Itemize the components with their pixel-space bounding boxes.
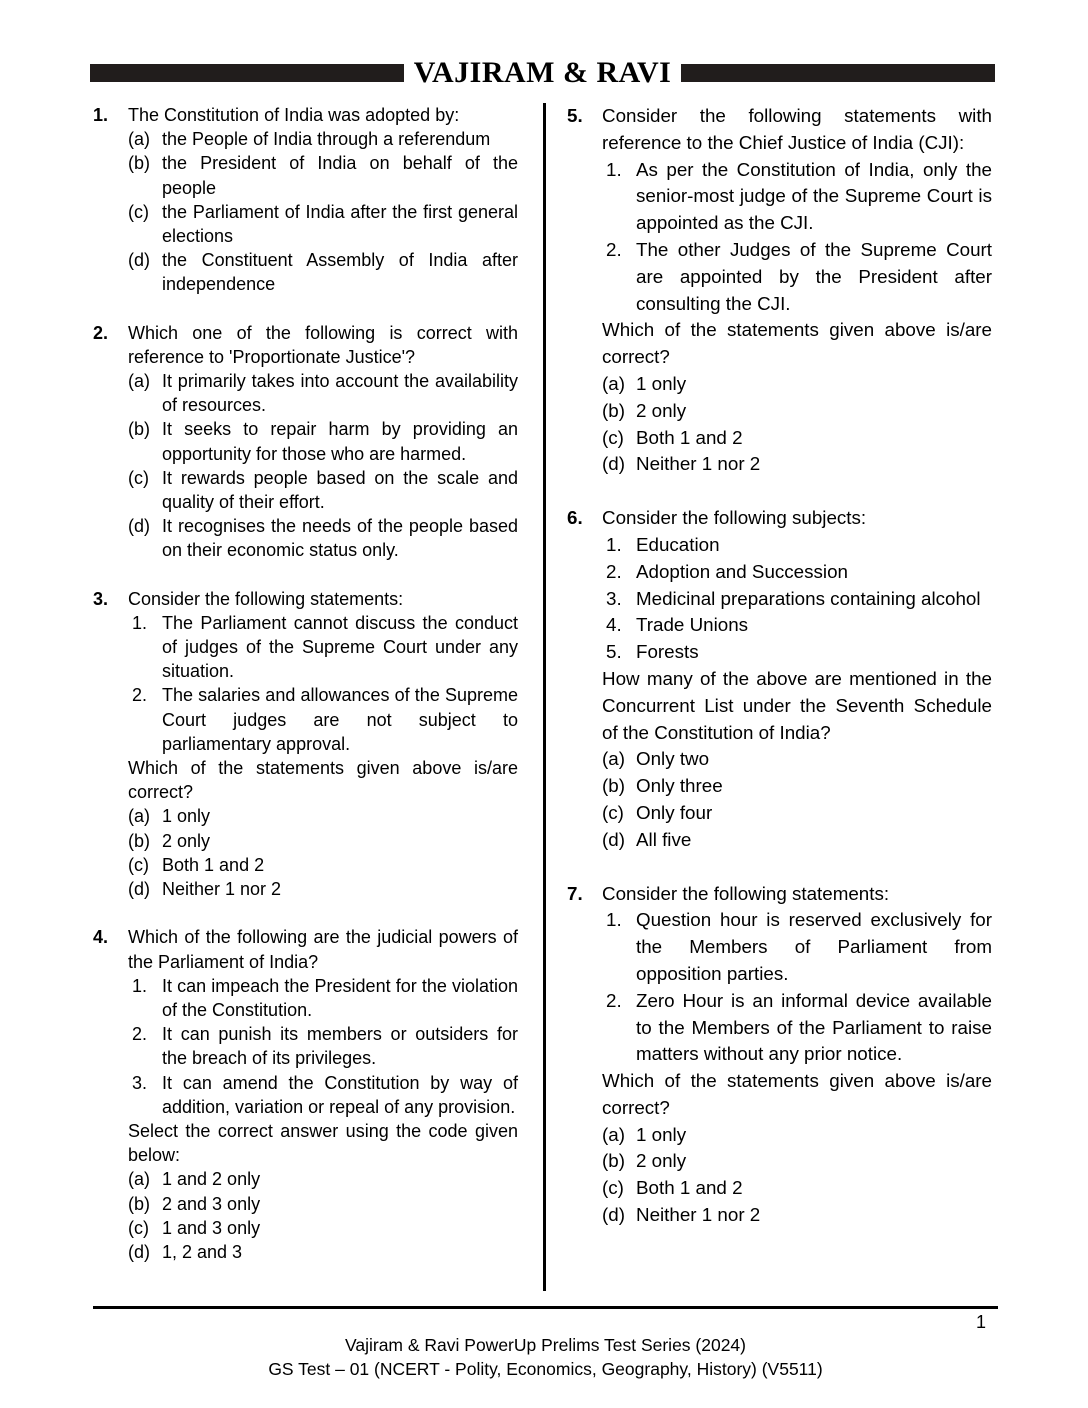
statement-number: 3. bbox=[132, 1072, 148, 1093]
question bbox=[567, 103, 992, 478]
option-label: (a) bbox=[128, 371, 150, 392]
answer-option bbox=[128, 200, 518, 248]
option-text: 2 and 3 only bbox=[162, 1193, 261, 1214]
header-bar-right bbox=[681, 64, 995, 82]
statement-text: The other Judges of the Supreme Court are appointed by the President after consulting the CJI. bbox=[636, 238, 992, 314]
option-label: (a) bbox=[602, 372, 625, 394]
option-text: 1 and 2 only bbox=[162, 1169, 261, 1190]
option-text: the President of India on behalf of the people bbox=[162, 153, 518, 198]
answer-option bbox=[602, 371, 992, 398]
statement bbox=[128, 1071, 518, 1119]
question-number: 6. bbox=[567, 507, 583, 529]
footer-test-title: GS Test – 01 (NCERT - Polity, Economics, Geography, History) (V5511) bbox=[268, 1359, 823, 1379]
answer-option bbox=[128, 1192, 518, 1216]
answer-option bbox=[128, 514, 518, 562]
brand-title: VAJIRAM & RAVI bbox=[413, 56, 672, 89]
option-label: (b) bbox=[602, 399, 625, 421]
question-number: 4. bbox=[93, 927, 109, 948]
statement-number: 1. bbox=[132, 612, 148, 633]
answer-option bbox=[602, 773, 992, 800]
statement-text: As per the Constitution of India, only the senior-most judge of the Supreme Court is appointed as the CJI. bbox=[636, 158, 992, 234]
question bbox=[567, 881, 992, 1229]
statement-number: 4. bbox=[606, 614, 622, 636]
page-number: 1 bbox=[975, 1312, 986, 1332]
statement-text: It can impeach the President for the violation of the Constitution. bbox=[162, 975, 518, 1020]
option-text: 2 only bbox=[636, 399, 687, 421]
answer-option bbox=[128, 151, 518, 199]
question-post-stem: How many of the above are mentioned in the Concurrent List under the Seventh Schedule of the Constitution of India? bbox=[602, 667, 992, 743]
answer-option bbox=[602, 1148, 992, 1175]
question-stem: Consider the following subjects: bbox=[602, 507, 867, 529]
option-text: All five bbox=[636, 828, 692, 850]
option-text: 2 only bbox=[636, 1150, 687, 1172]
answer-option bbox=[128, 417, 518, 465]
answer-option bbox=[128, 1216, 518, 1240]
question-body bbox=[128, 925, 518, 1264]
question-body bbox=[128, 321, 518, 563]
option-label: (a) bbox=[128, 806, 150, 827]
option-text: Only four bbox=[636, 801, 713, 823]
statement-text: The salaries and allowances of the Supreme Court judges are not subject to parliamentary approval. bbox=[162, 685, 518, 754]
question bbox=[93, 103, 518, 297]
statement-number: 2. bbox=[606, 560, 622, 582]
statement-number: 1. bbox=[606, 158, 622, 180]
option-text: 1 only bbox=[162, 806, 211, 827]
option-label: (c) bbox=[602, 801, 624, 823]
statement-number: 1. bbox=[606, 909, 622, 931]
option-text: 1 and 3 only bbox=[162, 1217, 261, 1238]
answer-option bbox=[128, 127, 518, 151]
statement bbox=[602, 532, 992, 559]
option-text: It seeks to repair harm by providing an opportunity for those who are harmed. bbox=[162, 419, 518, 464]
statement bbox=[602, 586, 992, 613]
statement bbox=[602, 237, 992, 317]
option-text: It recognises the needs of the people based on their economic status only. bbox=[162, 516, 518, 561]
question-post-stem: Select the correct answer using the code given below: bbox=[128, 1120, 518, 1166]
question-stem: The Constitution of India was adopted by: bbox=[128, 105, 460, 125]
answer-option bbox=[602, 1122, 992, 1149]
option-label: (c) bbox=[602, 426, 624, 448]
statement-text: Zero Hour is an informal device available to the Members of the Parliament to raise matters without any prior notice. bbox=[636, 989, 992, 1065]
statement-number: 2. bbox=[132, 1024, 148, 1045]
answer-option bbox=[128, 369, 518, 417]
answer-option bbox=[128, 1240, 518, 1264]
option-text: 2 only bbox=[162, 830, 211, 851]
option-label: (c) bbox=[602, 1177, 624, 1199]
question-stem: Consider the following statements with reference to the Chief Justice of India (CJI): bbox=[602, 105, 992, 153]
question-post-stem: Which of the statements given above is/are correct? bbox=[602, 319, 992, 368]
option-label: (c) bbox=[128, 1217, 149, 1238]
statement bbox=[602, 988, 992, 1068]
option-text: the Constituent Assembly of India after independence bbox=[162, 250, 518, 295]
option-text: Neither 1 nor 2 bbox=[636, 1204, 761, 1226]
statement-number: 2. bbox=[132, 685, 148, 706]
statement-text: It can amend the Constitution by way of addition, variation or repeal of any provision. bbox=[162, 1072, 518, 1117]
question-body bbox=[602, 103, 992, 478]
column-divider bbox=[543, 103, 546, 1291]
question-body bbox=[602, 881, 992, 1229]
answer-option bbox=[602, 827, 992, 854]
question-body bbox=[128, 587, 518, 902]
question-stem: Which of the following are the judicial powers of the Parliament of India? bbox=[128, 927, 518, 972]
answer-option bbox=[128, 829, 518, 853]
option-label: (a) bbox=[128, 129, 150, 150]
option-label: (d) bbox=[602, 453, 625, 475]
option-text: Only three bbox=[636, 775, 723, 797]
column-right bbox=[567, 103, 992, 1291]
statement-text: Adoption and Succession bbox=[636, 560, 848, 582]
answer-option bbox=[602, 398, 992, 425]
question-stem: Consider the following statements: bbox=[128, 588, 404, 609]
statement-number: 2. bbox=[606, 989, 622, 1011]
statement-text: Question hour is reserved exclusively for the Members of Parliament from opposition parties. bbox=[636, 909, 992, 984]
question-stem: Consider the following statements: bbox=[602, 882, 890, 904]
answer-option bbox=[602, 425, 992, 452]
answer-option bbox=[128, 804, 518, 828]
page-footer bbox=[93, 1306, 998, 1381]
statement bbox=[602, 157, 992, 237]
page-header bbox=[90, 56, 995, 89]
question-post-stem: Which of the statements given above is/are correct? bbox=[128, 758, 518, 803]
statement bbox=[602, 612, 992, 639]
statement bbox=[128, 1022, 518, 1070]
statement bbox=[602, 639, 992, 666]
answer-option bbox=[128, 877, 518, 901]
statement-text: Trade Unions bbox=[636, 614, 749, 636]
answer-option bbox=[602, 746, 992, 773]
question-number: 7. bbox=[567, 882, 583, 904]
option-label: (a) bbox=[128, 1169, 150, 1190]
option-label: (b) bbox=[128, 830, 150, 851]
question bbox=[567, 505, 992, 853]
option-text: the People of India through a referendum bbox=[162, 129, 491, 150]
answer-option bbox=[128, 1167, 518, 1191]
answer-option bbox=[602, 451, 992, 478]
answer-option bbox=[128, 853, 518, 877]
footer-rule bbox=[93, 1306, 998, 1309]
statement-number: 3. bbox=[606, 587, 622, 609]
option-text: the Parliament of India after the first general elections bbox=[162, 201, 518, 247]
option-text: 1 only bbox=[636, 1123, 687, 1145]
question-stem: Which one of the following is correct with reference to 'Proportionate Justice'? bbox=[128, 322, 518, 367]
question bbox=[93, 321, 518, 563]
option-text: Neither 1 nor 2 bbox=[636, 453, 761, 475]
statement bbox=[602, 907, 992, 987]
option-label: (b) bbox=[128, 419, 150, 440]
question-body bbox=[602, 505, 992, 853]
question-post-stem: Which of the statements given above is/are correct? bbox=[602, 1070, 992, 1118]
column-left bbox=[93, 103, 518, 1291]
option-label: (d) bbox=[602, 1204, 625, 1226]
option-label: (b) bbox=[128, 1193, 150, 1214]
option-label: (a) bbox=[602, 1123, 625, 1145]
question-body bbox=[128, 103, 518, 297]
option-label: (d) bbox=[128, 516, 150, 537]
question bbox=[93, 925, 518, 1264]
statement bbox=[602, 559, 992, 586]
option-text: It rewards people based on the scale and quality of their effort. bbox=[162, 467, 518, 513]
question-number: 5. bbox=[567, 105, 583, 126]
statement-text: Medicinal preparations containing alcohol bbox=[636, 587, 981, 609]
statement-number: 1. bbox=[606, 533, 622, 555]
statement-number: 1. bbox=[132, 975, 148, 996]
statement bbox=[128, 683, 518, 756]
option-label: (b) bbox=[602, 1150, 625, 1172]
option-label: (a) bbox=[602, 748, 625, 770]
option-label: (d) bbox=[602, 828, 625, 850]
footer-series-title: Vajiram & Ravi PowerUp Prelims Test Series (2024) bbox=[344, 1335, 746, 1355]
header-bar-left bbox=[90, 64, 404, 82]
statement-number: 5. bbox=[606, 641, 622, 663]
answer-option bbox=[602, 800, 992, 827]
question-number: 3. bbox=[93, 588, 109, 609]
option-label: (c) bbox=[128, 201, 149, 222]
option-text: Only two bbox=[636, 748, 710, 770]
statement bbox=[128, 611, 518, 684]
option-label: (d) bbox=[128, 1241, 150, 1262]
statement-number: 2. bbox=[606, 238, 622, 260]
statement bbox=[128, 974, 518, 1022]
option-text: 1 only bbox=[636, 372, 687, 394]
statement-text: Forests bbox=[636, 641, 699, 663]
option-label: (d) bbox=[128, 879, 150, 900]
option-label: (c) bbox=[128, 467, 149, 488]
option-label: (c) bbox=[128, 854, 149, 875]
option-text: Neither 1 nor 2 bbox=[162, 879, 282, 900]
option-label: (d) bbox=[128, 250, 150, 271]
statement-text: Education bbox=[636, 533, 720, 555]
option-label: (b) bbox=[128, 153, 150, 174]
option-text: 1, 2 and 3 bbox=[162, 1241, 243, 1262]
option-text: It primarily takes into account the availability of resources. bbox=[162, 371, 518, 416]
answer-option bbox=[602, 1202, 992, 1229]
statement-text: The Parliament cannot discuss the conduct of judges of the Supreme Court under any situation. bbox=[162, 612, 518, 682]
statement-text: It can punish its members or outsiders for the breach of its privileges. bbox=[162, 1024, 518, 1069]
option-text: Both 1 and 2 bbox=[636, 426, 743, 448]
answer-option bbox=[128, 248, 518, 296]
question bbox=[93, 587, 518, 902]
question-number: 2. bbox=[93, 322, 109, 343]
answer-option bbox=[128, 466, 518, 514]
option-label: (b) bbox=[602, 775, 625, 797]
question-columns bbox=[93, 103, 995, 1291]
option-text: Both 1 and 2 bbox=[636, 1177, 743, 1199]
answer-option bbox=[602, 1175, 992, 1202]
option-text: Both 1 and 2 bbox=[162, 854, 265, 875]
question-number: 1. bbox=[93, 105, 109, 125]
